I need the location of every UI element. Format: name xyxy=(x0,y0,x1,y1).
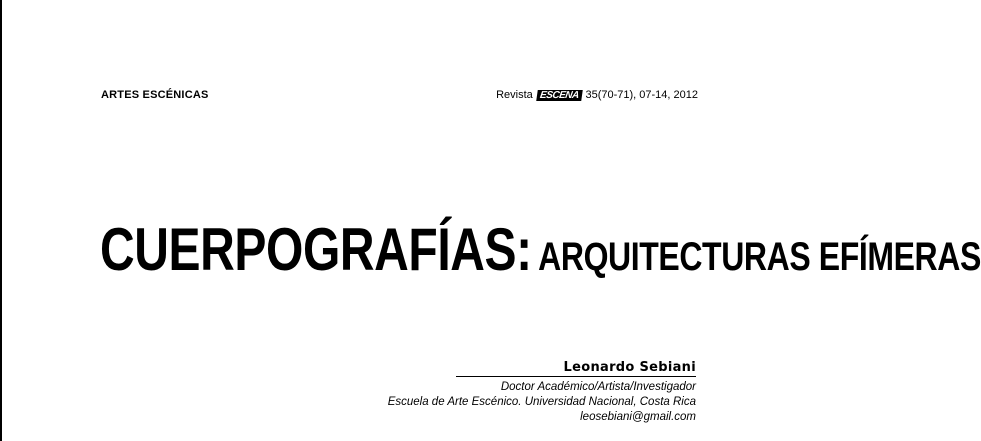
section-label: ARTES ESCÉNICAS xyxy=(101,89,209,101)
journal-logo: ESCENA xyxy=(536,90,582,101)
article-title xyxy=(100,216,981,283)
author-role: Doctor Académico/Artista/Investigador xyxy=(500,381,696,393)
title-sub: ARQUITECTURAS EFÍMERAS xyxy=(538,235,981,279)
author-name: Leonardo Sebiani xyxy=(456,360,696,377)
journal-prefix: Revista xyxy=(496,89,533,101)
citation-text: 35(70-71), 07-14, 2012 xyxy=(585,89,698,101)
author-affiliation: Escuela de Arte Escénico. Universidad Nacional, Costa Rica xyxy=(387,396,696,408)
author-block xyxy=(356,360,696,425)
author-email[interactable]: leosebiani@gmail.com xyxy=(580,411,696,423)
title-main: CUERPOGRAFÍAS: xyxy=(100,216,532,283)
journal-citation xyxy=(496,89,698,101)
